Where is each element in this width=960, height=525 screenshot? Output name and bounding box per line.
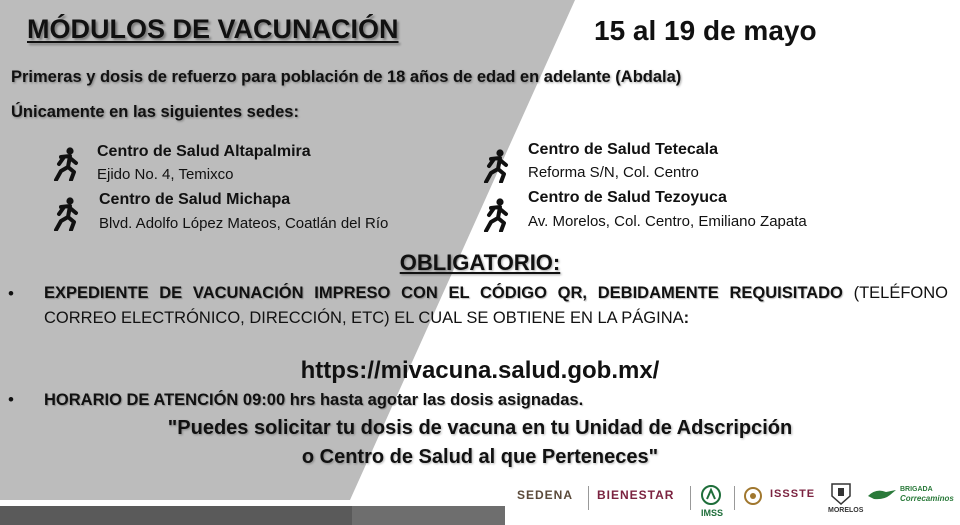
logo-divider — [734, 486, 735, 510]
requirements-heading: OBLIGATORIO: — [399, 250, 561, 275]
issste-emblem-icon — [741, 486, 765, 506]
hours-text: HORARIO DE ATENCIÓN 09:00 hrs hasta agotar las dosis asignadas. — [44, 391, 584, 409]
morelos-logo: MORELOS — [828, 507, 864, 514]
requirement-item-hours — [8, 390, 583, 410]
morelos-shield-icon — [830, 482, 852, 506]
closing-line-2: o Centro de Salud al que Perteneces" — [301, 446, 659, 468]
bullet: • — [8, 390, 14, 409]
closing-line-1: "Puedes solicitar tu dosis de vacuna en tu Unidad de Adscripción — [167, 417, 793, 439]
logo-divider — [588, 486, 589, 510]
logo-divider — [690, 486, 691, 510]
bienestar-logo: BIENESTAR — [597, 488, 675, 502]
requirement-item-record — [8, 281, 948, 331]
site-name: Centro de Salud Michapa — [99, 191, 291, 208]
site-name: Centro de Salud Tetecala — [528, 141, 718, 158]
site-name: Centro de Salud Altapalmira — [97, 143, 311, 160]
imss-emblem-icon — [700, 484, 722, 506]
roadrunner-icon — [866, 486, 898, 504]
page-title: MÓDULOS DE VACUNACIÓN — [27, 14, 399, 44]
venues-heading: Únicamente en las siguientes sedes: — [11, 103, 299, 121]
issste-logo: ISSSTE — [770, 488, 816, 500]
footer-band — [0, 476, 960, 525]
bullet: • — [8, 284, 14, 303]
walking-person-icon — [50, 197, 80, 231]
site-address: Ejido No. 4, Temixco — [97, 166, 234, 183]
walking-person-icon — [480, 149, 510, 183]
requirement-colon: : — [683, 309, 690, 327]
brigada-logo: BRIGADA — [900, 486, 933, 493]
walking-person-icon — [50, 147, 80, 181]
sedena-logo: SEDENA — [517, 488, 574, 502]
site-name: Centro de Salud Tezoyuca — [528, 189, 727, 206]
date-range: 15 al 19 de mayo — [594, 15, 817, 46]
correcaminos-logo: Correcaminos — [900, 494, 954, 503]
vaccine-url[interactable]: https://mivacuna.salud.gob.mx/ — [300, 357, 660, 384]
subtitle: Primeras y dosis de refuerzo para población de 18 años de edad en adelante (Abdala) — [11, 68, 682, 86]
walking-person-icon — [480, 198, 510, 232]
requirement-text — [44, 281, 948, 331]
site-address: Reforma S/N, Col. Centro — [528, 164, 699, 181]
imss-logo: IMSS — [701, 508, 724, 518]
requirement-emphasis: EXPEDIENTE DE VACUNACIÓN IMPRESO CON EL CÓDIGO QR, DEBIDAMENTE REQUISITADO — [44, 284, 843, 302]
requirement-detail: (TELÉFONO CORREO ELECTRÓNICO, DIRECCIÓN, ETC) EL CUAL SE OBTIENE EN LA PÁGINA — [44, 284, 949, 327]
site-address: Blvd. Adolfo López Mateos, Coatlán del Río — [99, 215, 389, 232]
site-address: Av. Morelos, Col. Centro, Emiliano Zapata — [528, 213, 807, 230]
